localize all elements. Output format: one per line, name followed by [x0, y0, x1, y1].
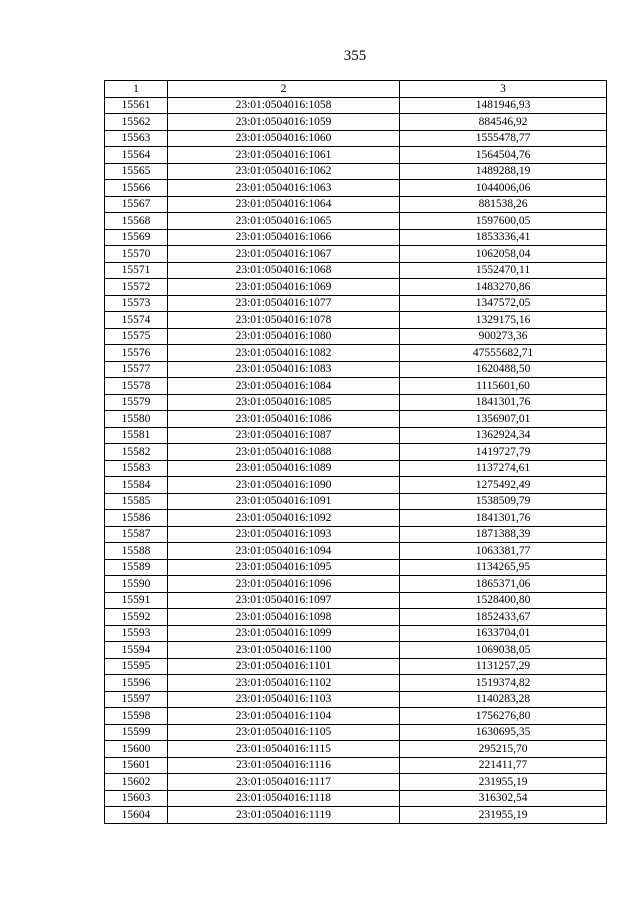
row-number-cell: 15562 [105, 114, 168, 131]
cadastral-number-cell: 23:01:0504016:1082 [168, 345, 400, 362]
cadastral-number-cell: 23:01:0504016:1091 [168, 493, 400, 510]
row-number-cell: 15590 [105, 576, 168, 593]
cadastral-number-cell: 23:01:0504016:1102 [168, 675, 400, 692]
value-cell: 1620488,50 [400, 361, 607, 378]
cadastral-number-cell: 23:01:0504016:1069 [168, 279, 400, 296]
row-number-cell: 15581 [105, 427, 168, 444]
cadastral-number-cell: 23:01:0504016:1059 [168, 114, 400, 131]
row-number-cell: 15575 [105, 328, 168, 345]
row-number-cell: 15567 [105, 196, 168, 213]
table-body [105, 97, 607, 823]
value-cell: 1841301,76 [400, 394, 607, 411]
row-number-cell: 15585 [105, 493, 168, 510]
row-number-cell: 15597 [105, 691, 168, 708]
value-cell: 231955,19 [400, 774, 607, 791]
table-row [105, 576, 607, 593]
value-cell: 1481946,93 [400, 97, 607, 114]
value-cell: 1841301,76 [400, 510, 607, 527]
table-row [105, 213, 607, 230]
row-number-cell: 15578 [105, 378, 168, 395]
registry-table [104, 80, 607, 824]
row-number-cell: 15569 [105, 229, 168, 246]
cadastral-number-cell: 23:01:0504016:1116 [168, 757, 400, 774]
table-row [105, 130, 607, 147]
row-number-cell: 15571 [105, 262, 168, 279]
cadastral-number-cell: 23:01:0504016:1086 [168, 411, 400, 428]
value-cell: 1131257,29 [400, 658, 607, 675]
row-number-cell: 15594 [105, 642, 168, 659]
table-row [105, 708, 607, 725]
cadastral-number-cell: 23:01:0504016:1064 [168, 196, 400, 213]
cadastral-number-cell: 23:01:0504016:1101 [168, 658, 400, 675]
cadastral-number-cell: 23:01:0504016:1087 [168, 427, 400, 444]
cadastral-number-cell: 23:01:0504016:1077 [168, 295, 400, 312]
table-row [105, 675, 607, 692]
value-cell: 1865371,06 [400, 576, 607, 593]
cadastral-number-cell: 23:01:0504016:1084 [168, 378, 400, 395]
value-cell: 1137274,61 [400, 460, 607, 477]
cadastral-number-cell: 23:01:0504016:1068 [168, 262, 400, 279]
value-cell: 1552470,11 [400, 262, 607, 279]
value-cell: 881538,26 [400, 196, 607, 213]
value-cell: 1044006,06 [400, 180, 607, 197]
table-row [105, 625, 607, 642]
row-number-cell: 15583 [105, 460, 168, 477]
cadastral-number-cell: 23:01:0504016:1100 [168, 642, 400, 659]
row-number-cell: 15565 [105, 163, 168, 180]
value-cell: 1062058,04 [400, 246, 607, 263]
row-number-cell: 15572 [105, 279, 168, 296]
value-cell: 1630695,35 [400, 724, 607, 741]
row-number-cell: 15592 [105, 609, 168, 626]
cadastral-number-cell: 23:01:0504016:1099 [168, 625, 400, 642]
cadastral-number-cell: 23:01:0504016:1104 [168, 708, 400, 725]
table-row [105, 559, 607, 576]
cadastral-number-cell: 23:01:0504016:1094 [168, 543, 400, 560]
table-row [105, 790, 607, 807]
value-cell: 1756276,80 [400, 708, 607, 725]
value-cell: 1853336,41 [400, 229, 607, 246]
value-cell: 1597600,05 [400, 213, 607, 230]
table-row [105, 691, 607, 708]
value-cell: 1538509,79 [400, 493, 607, 510]
table-row [105, 295, 607, 312]
row-number-cell: 15584 [105, 477, 168, 494]
value-cell: 1633704,01 [400, 625, 607, 642]
table-row [105, 411, 607, 428]
table-row [105, 196, 607, 213]
value-cell: 1852433,67 [400, 609, 607, 626]
cadastral-number-cell: 23:01:0504016:1065 [168, 213, 400, 230]
table-row [105, 724, 607, 741]
value-cell: 1362924,34 [400, 427, 607, 444]
header-col-3: 3 [400, 81, 607, 98]
row-number-cell: 15603 [105, 790, 168, 807]
row-number-cell: 15587 [105, 526, 168, 543]
table-row [105, 807, 607, 824]
table-row [105, 427, 607, 444]
value-cell: 900273,36 [400, 328, 607, 345]
value-cell: 1528400,80 [400, 592, 607, 609]
row-number-cell: 15591 [105, 592, 168, 609]
cadastral-number-cell: 23:01:0504016:1119 [168, 807, 400, 824]
table-row [105, 592, 607, 609]
header-row [105, 81, 607, 98]
row-number-cell: 15573 [105, 295, 168, 312]
cadastral-number-cell: 23:01:0504016:1063 [168, 180, 400, 197]
table-row [105, 609, 607, 626]
cadastral-number-cell: 23:01:0504016:1097 [168, 592, 400, 609]
value-cell: 1275492,49 [400, 477, 607, 494]
row-number-cell: 15593 [105, 625, 168, 642]
value-cell: 1069038,05 [400, 642, 607, 659]
cadastral-number-cell: 23:01:0504016:1078 [168, 312, 400, 329]
table-row [105, 312, 607, 329]
value-cell: 1519374,82 [400, 675, 607, 692]
table-row [105, 147, 607, 164]
table-row [105, 741, 607, 758]
cadastral-number-cell: 23:01:0504016:1080 [168, 328, 400, 345]
table-row [105, 262, 607, 279]
table-row [105, 114, 607, 131]
cadastral-number-cell: 23:01:0504016:1092 [168, 510, 400, 527]
table-row [105, 493, 607, 510]
cadastral-number-cell: 23:01:0504016:1061 [168, 147, 400, 164]
row-number-cell: 15582 [105, 444, 168, 461]
table-header [105, 81, 607, 98]
value-cell: 316302,54 [400, 790, 607, 807]
row-number-cell: 15604 [105, 807, 168, 824]
row-number-cell: 15576 [105, 345, 168, 362]
table-row [105, 97, 607, 114]
table-row [105, 246, 607, 263]
row-number-cell: 15601 [105, 757, 168, 774]
table-row [105, 526, 607, 543]
row-number-cell: 15599 [105, 724, 168, 741]
cadastral-number-cell: 23:01:0504016:1090 [168, 477, 400, 494]
table-row [105, 229, 607, 246]
row-number-cell: 15577 [105, 361, 168, 378]
value-cell: 1329175,16 [400, 312, 607, 329]
cadastral-number-cell: 23:01:0504016:1115 [168, 741, 400, 758]
value-cell: 1140283,28 [400, 691, 607, 708]
page-number [0, 46, 640, 66]
cadastral-number-cell: 23:01:0504016:1118 [168, 790, 400, 807]
value-cell: 1564504,76 [400, 147, 607, 164]
row-number-cell: 15596 [105, 675, 168, 692]
cadastral-number-cell: 23:01:0504016:1062 [168, 163, 400, 180]
page-number-text: 355 [343, 48, 367, 64]
table-row [105, 460, 607, 477]
table-row [105, 543, 607, 560]
cadastral-number-cell: 23:01:0504016:1058 [168, 97, 400, 114]
value-cell: 1871388,39 [400, 526, 607, 543]
value-cell: 1483270,86 [400, 279, 607, 296]
table-row [105, 180, 607, 197]
table-row [105, 510, 607, 527]
table-row [105, 658, 607, 675]
cadastral-number-cell: 23:01:0504016:1067 [168, 246, 400, 263]
value-cell: 1555478,77 [400, 130, 607, 147]
cadastral-number-cell: 23:01:0504016:1085 [168, 394, 400, 411]
value-cell: 221411,77 [400, 757, 607, 774]
cadastral-number-cell: 23:01:0504016:1083 [168, 361, 400, 378]
row-number-cell: 15566 [105, 180, 168, 197]
cadastral-number-cell: 23:01:0504016:1066 [168, 229, 400, 246]
table-row [105, 361, 607, 378]
value-cell: 1115601,60 [400, 378, 607, 395]
cadastral-number-cell: 23:01:0504016:1103 [168, 691, 400, 708]
cadastral-number-cell: 23:01:0504016:1096 [168, 576, 400, 593]
row-number-cell: 15570 [105, 246, 168, 263]
value-cell: 1489288,19 [400, 163, 607, 180]
header-col-1: 1 [105, 81, 168, 98]
table-row [105, 378, 607, 395]
cadastral-number-cell: 23:01:0504016:1098 [168, 609, 400, 626]
table-row [105, 279, 607, 296]
table-row [105, 774, 607, 791]
row-number-cell: 15574 [105, 312, 168, 329]
row-number-cell: 15579 [105, 394, 168, 411]
table-row [105, 477, 607, 494]
row-number-cell: 15589 [105, 559, 168, 576]
row-number-cell: 15563 [105, 130, 168, 147]
cadastral-number-cell: 23:01:0504016:1093 [168, 526, 400, 543]
value-cell: 1419727,79 [400, 444, 607, 461]
row-number-cell: 15598 [105, 708, 168, 725]
value-cell: 1347572,05 [400, 295, 607, 312]
table-row [105, 163, 607, 180]
table-row [105, 757, 607, 774]
row-number-cell: 15588 [105, 543, 168, 560]
row-number-cell: 15564 [105, 147, 168, 164]
value-cell: 231955,19 [400, 807, 607, 824]
value-cell: 47555682,71 [400, 345, 607, 362]
value-cell: 1356907,01 [400, 411, 607, 428]
row-number-cell: 15600 [105, 741, 168, 758]
value-cell: 295215,70 [400, 741, 607, 758]
table-row [105, 394, 607, 411]
table-row [105, 642, 607, 659]
table-row [105, 345, 607, 362]
value-cell: 1063381,77 [400, 543, 607, 560]
value-cell: 884546,92 [400, 114, 607, 131]
cadastral-number-cell: 23:01:0504016:1088 [168, 444, 400, 461]
cadastral-number-cell: 23:01:0504016:1105 [168, 724, 400, 741]
row-number-cell: 15561 [105, 97, 168, 114]
table-row [105, 328, 607, 345]
header-col-2: 2 [168, 81, 400, 98]
row-number-cell: 15602 [105, 774, 168, 791]
row-number-cell: 15595 [105, 658, 168, 675]
row-number-cell: 15580 [105, 411, 168, 428]
cadastral-number-cell: 23:01:0504016:1095 [168, 559, 400, 576]
value-cell: 1134265,95 [400, 559, 607, 576]
cadastral-number-cell: 23:01:0504016:1117 [168, 774, 400, 791]
table-row [105, 444, 607, 461]
cadastral-number-cell: 23:01:0504016:1089 [168, 460, 400, 477]
cadastral-number-cell: 23:01:0504016:1060 [168, 130, 400, 147]
row-number-cell: 15586 [105, 510, 168, 527]
row-number-cell: 15568 [105, 213, 168, 230]
